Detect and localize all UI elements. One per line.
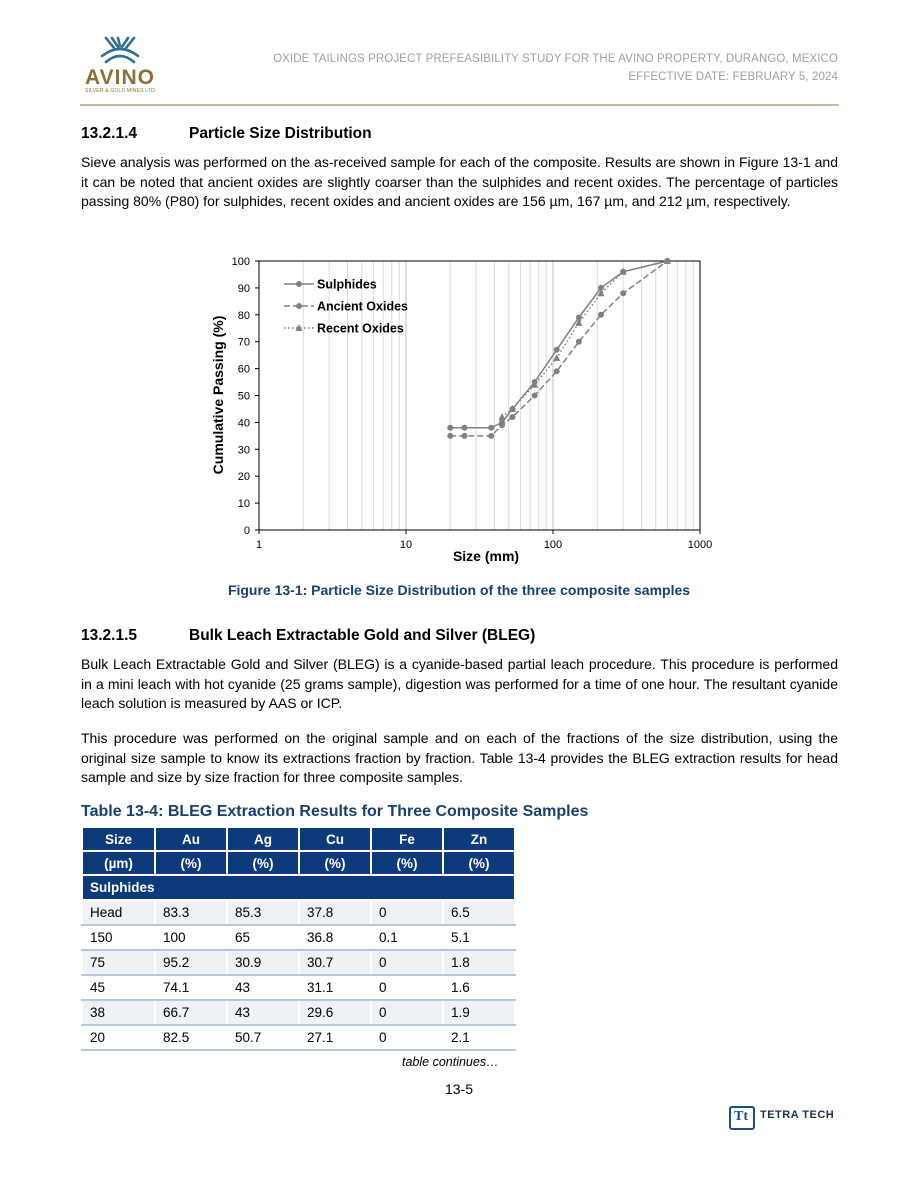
table-cell: 1.9 [443,1000,515,1025]
y-tick-label: 20 [237,471,250,484]
y-axis-ticks [232,256,259,537]
y-tick-label: 30 [237,444,250,457]
table-cell: 65 [227,925,299,950]
table-cell: 0 [371,900,443,925]
y-tick-label: 50 [237,390,250,403]
data-point [447,433,453,439]
y-axis-label: Cumulative Passing (%) [210,315,226,475]
y-tick-label: 70 [237,336,250,349]
table-cell: 100 [155,925,227,950]
psd-paragraph: Sieve analysis was performed on the as-received sample for each of the composite. Results are shown in Figure 13-1 and it can be noted that ancient oxides are slightly coarser than the sulphides and recent oxides. The percentage of particles passing 80% (P80) for sulphides, recent oxides and ancient oxides are 156 µm, 167 µm, and 212 µm, respectively. [81,154,838,210]
table-row [82,925,515,950]
table-title: Table 13-4: BLEG Extraction Results for Three Composite Samples [81,803,589,820]
table-cell: 95.2 [155,950,227,975]
col-unit: (%) [155,851,227,875]
table-cell: 30.9 [227,950,299,975]
data-point [461,425,467,431]
section-label: Sulphides [82,875,515,900]
y-tick-label: 0 [243,525,250,537]
table-row [82,1025,515,1050]
data-point [598,312,604,318]
y-tick-label: 100 [231,256,250,268]
table-cell: 30.7 [299,950,371,975]
x-tick-label: 1000 [687,539,713,551]
x-tick-label: 1 [255,539,263,551]
data-point [620,290,626,296]
col-header: Fe [371,827,443,851]
brand-mark: Tt [734,1109,748,1124]
col-unit: (%) [371,851,443,875]
data-point [554,368,560,374]
y-tick-label: 90 [237,282,250,295]
table-cell: 45 [82,975,155,1000]
col-header: Au [155,827,227,851]
table-cell: 29.6 [299,1000,371,1025]
table-row [82,900,515,925]
y-tick-label: 40 [237,417,250,430]
table-row [82,975,515,1000]
col-unit: (%) [227,851,299,875]
data-point [509,414,515,420]
x-tick-label: 100 [543,539,563,551]
table-cell: 85.3 [227,900,299,925]
table-cell: 0 [371,975,443,1000]
x-axis-label: Size (mm) [452,548,520,564]
section-heading-psd [81,125,372,143]
table-cell: 0 [371,1025,443,1050]
table-cell: 66.7 [155,1000,227,1025]
data-point [532,393,538,399]
table-cell: 75 [82,950,155,975]
table-cell: 31.1 [299,975,371,1000]
table-cell: 0 [371,950,443,975]
legend-marker [296,281,302,287]
y-tick-label: 10 [237,498,250,511]
page-number: 13-5 [444,1081,474,1097]
psd-chart-svg [200,250,720,570]
table-cell: 82.5 [155,1025,227,1050]
psd-chart [200,250,720,570]
table-row [82,1000,515,1025]
table-cell: 20 [82,1025,155,1050]
legend-label: Sulphides [317,277,377,292]
table-cell: 0.1 [371,925,443,950]
table-cell: 38 [82,1000,155,1025]
table-header-row-units [82,851,515,875]
table-cell: 83.3 [155,900,227,925]
table-cell: 43 [227,1000,299,1025]
table-cell: 2.1 [443,1025,515,1050]
y-tick-label: 60 [237,363,250,376]
chart-series [447,257,671,439]
data-point [447,425,453,431]
figure-caption: Figure 13-1: Particle Size Distribution of the three composite samples [227,582,691,598]
header-date: EFFECTIVE DATE: FEBRUARY 5, 2024 [628,71,838,83]
col-unit: (%) [299,851,371,875]
section-title: Bulk Leach Extractable Gold and Silver (BLEG) [189,627,536,644]
table-cell: Head [82,900,155,925]
tetra-tech-wordmark: TETRA TECH [760,1109,835,1121]
table-cell: 37.8 [299,900,371,925]
y-tick-label: 80 [237,309,250,322]
table-cell: 0 [371,1000,443,1025]
table-cell: 27.1 [299,1025,371,1050]
chart-legend [284,278,408,336]
data-point [499,413,506,420]
table-section-row [82,875,515,900]
table-cell: 5.1 [443,925,515,950]
bleg-table [81,826,516,1051]
data-point [488,425,494,431]
tetra-tech-logo-icon [729,1106,755,1130]
table-cell: 150 [82,925,155,950]
col-header: Cu [299,827,371,851]
legend-marker [296,303,302,309]
data-point [554,347,560,353]
table-cell: 74.1 [155,975,227,1000]
col-unit: (%) [443,851,515,875]
section-heading-bleg [81,627,535,645]
logo-subtitle: SILVER & GOLD MINES LTD. [85,88,157,94]
x-tick-label: 10 [399,539,413,551]
data-point [576,339,582,345]
table-cell: 43 [227,975,299,1000]
section-number: 13.2.1.5 [81,627,138,644]
logo-wordmark: AVINO [85,66,155,89]
table-row [82,950,515,975]
col-header: Zn [443,827,515,851]
legend-label: Ancient Oxides [317,299,408,314]
header-title: OXIDE TAILINGS PROJECT PREFEASIBILITY STUDY FOR THE AVINO PROPERTY, DURANGO, MEXICO [273,53,838,65]
table-cell: 1.6 [443,975,515,1000]
table-continues-note: table continues… [402,1055,499,1069]
header-rule [80,104,839,106]
series-line [502,261,667,417]
table-cell: 36.8 [299,925,371,950]
table-cell: 6.5 [443,900,515,925]
data-point [488,433,494,439]
table-header-row-top [82,827,515,851]
table-cell: 1.8 [443,950,515,975]
bleg-paragraph-1: Bulk Leach Extractable Gold and Silver (BLEG) is a cyanide-based partial leach procedure. This procedure is performed in a mini leach with hot cyanide (25 grams sample), digestion was performed for a time of one hour. The resultant cyanide leach solution is measured by AAS or ICP. [81,656,838,712]
legend-label: Recent Oxides [317,321,404,336]
col-header: Ag [227,827,299,851]
series-line [450,261,667,428]
section-number: 13.2.1.4 [81,125,138,142]
data-point [499,422,505,428]
section-title: Particle Size Distribution [189,125,372,142]
data-point [461,433,467,439]
col-unit: (µm) [82,851,155,875]
table-cell: 50.7 [227,1025,299,1050]
col-header: Size [82,827,155,851]
bleg-paragraph-2: This procedure was performed on the original sample and on each of the fractions of the size distribution, using the original size sample to know its extractions fraction by fraction. Table 13-4 provides the BLEG extraction results for head sample and size by size fraction for three composite samples. [81,730,838,786]
